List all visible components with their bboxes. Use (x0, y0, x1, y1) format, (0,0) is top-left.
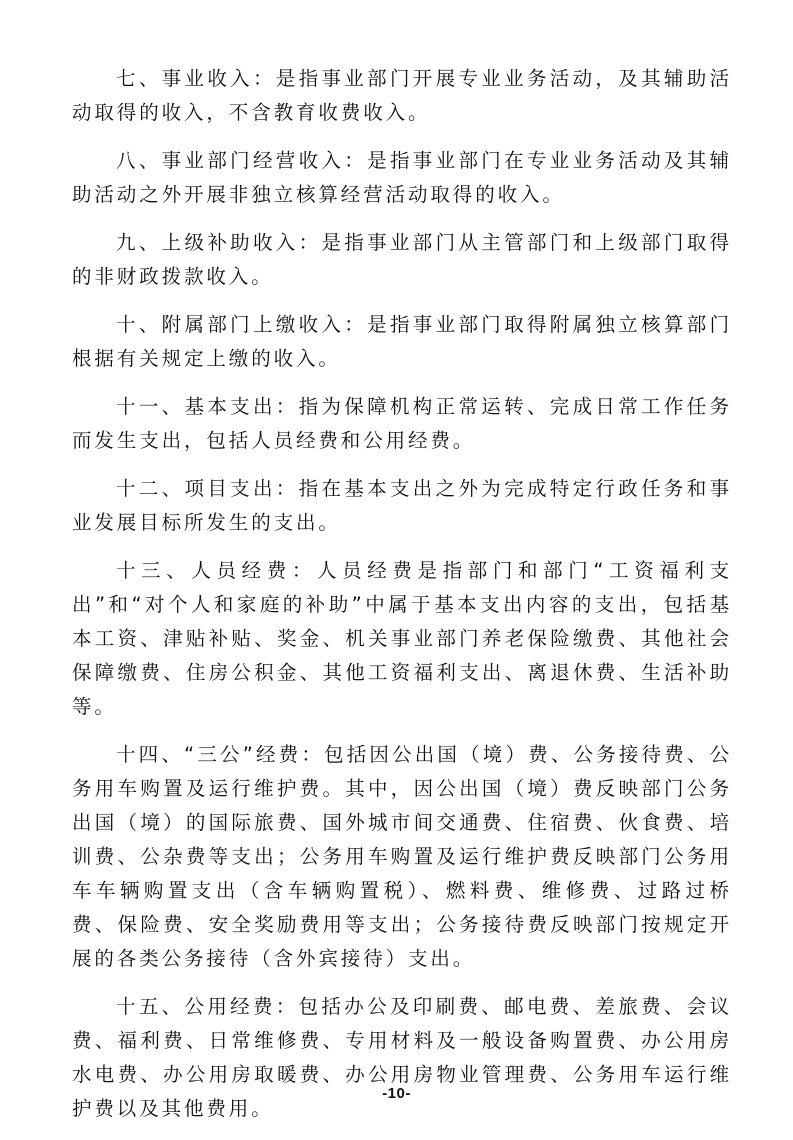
paragraph-personnel-expenses: 十三、人员经费：人员经费是指部门和部门“工资福利支出”和“对个人和家庭的补助”中属于基本支出内容的支出，包括基本工资、津贴补贴、奖金、机关事业部门养老保险缴费、其他社会保障缴费、住房公积金、其他工资福利支出、离退休费、生活补助等。 (72, 559, 732, 718)
paragraph-affiliate-remittance-income: 十、附属部门上缴收入：是指事业部门取得附属独立核算部门根据有关规定上缴的收入。 (72, 313, 732, 370)
paragraph-three-public-expenses: 十四、“三公”经费：包括因公出国（境）费、公务接待费、公务用车购置及运行维护费。其中，因公出国（境）费反映部门公务出国（境）的国际旅费、国外城市间交通费、住宿费、伙食费、培训费、公杂费等支出；公务用车购置及运行维护费反映部门公务用车车辆购置支出（含车辆购置税）、燃料费、维修费、过路过桥费、保险费、安全奖励费用等支出；公务接待费反映部门按规定开展的各类公务接待（含外宾接待）支出。 (72, 743, 732, 970)
paragraph-public-expenses: 十五、公用经费：包括办公及印刷费、邮电费、差旅费、会议费、福利费、日常维修费、专用材料及一般设备购置费、办公用房水电费、办公用房取暖费、办公用房物业管理费、公务用车运行维护费以及其他费用。 (72, 995, 732, 1120)
paragraph-business-income: 七、事业收入：是指事业部门开展专业业务活动，及其辅助活动取得的收入，不含教育收费收入。 (72, 67, 732, 124)
paragraph-project-expenditure: 十二、项目支出：指在基本支出之外为完成特定行政任务和事业发展目标所发生的支出。 (72, 477, 732, 534)
paragraph-superior-subsidy-income: 九、上级补助收入：是指事业部门从主管部门和上级部门取得的非财政拨款收入。 (72, 231, 732, 288)
page-number: -10- (382, 1085, 411, 1102)
body-text (72, 62, 732, 1140)
paragraph-operating-income: 八、事业部门经营收入：是指事业部门在专业业务活动及其辅助活动之外开展非独立核算经营活动取得的收入。 (72, 149, 732, 206)
paragraph-basic-expenditure: 十一、基本支出：指为保障机构正常运转、完成日常工作任务而发生支出，包括人员经费和公用经费。 (72, 395, 732, 452)
